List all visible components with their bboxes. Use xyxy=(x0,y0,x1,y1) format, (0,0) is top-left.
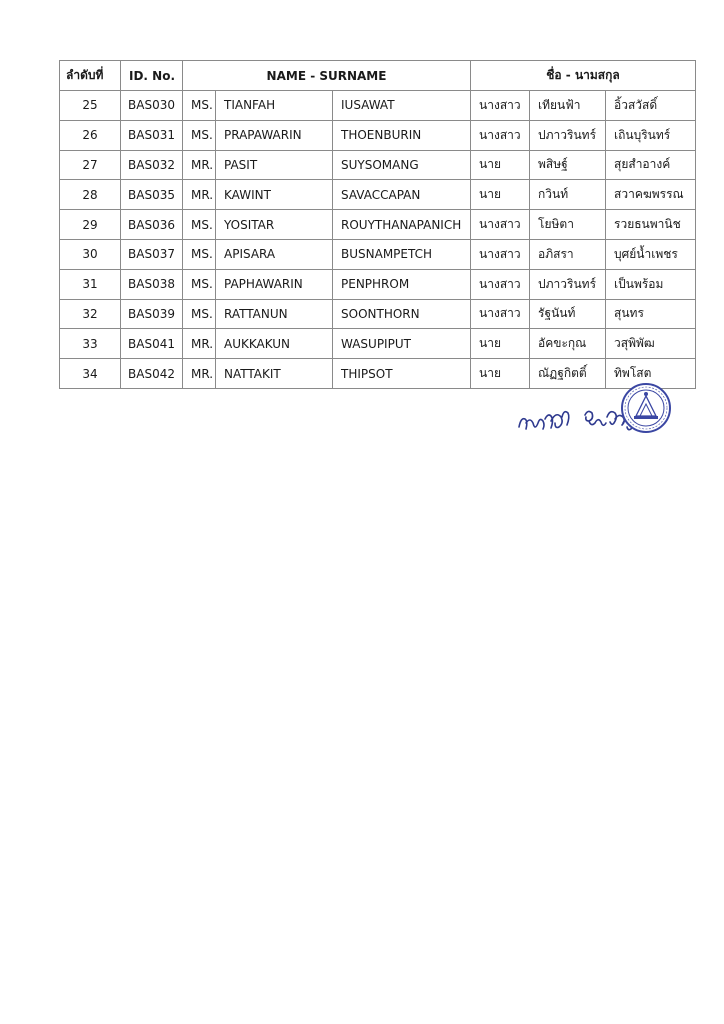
cell-first-name: PAPHAWARIN xyxy=(216,269,333,299)
cell-id-no: BAS039 xyxy=(121,299,183,329)
cell-no: 26 xyxy=(60,120,121,150)
cell-no: 25 xyxy=(60,91,121,121)
cell-surname: BUSNAMPETCH xyxy=(333,239,471,269)
cell-id-no: BAS030 xyxy=(121,91,183,121)
cell-title: MS. xyxy=(183,269,216,299)
cell-thai-first-name: พสิษฐ์ xyxy=(530,150,606,180)
cell-thai-title: นาย xyxy=(471,329,530,359)
cell-thai-title: นางสาว xyxy=(471,91,530,121)
cell-first-name: RATTANUN xyxy=(216,299,333,329)
cell-surname: SAVACCAPAN xyxy=(333,180,471,210)
cell-surname: SUYSOMANG xyxy=(333,150,471,180)
cell-surname: PENPHROM xyxy=(333,269,471,299)
handwritten-signature xyxy=(519,411,633,429)
cell-title: MR. xyxy=(183,150,216,180)
cell-title: MS. xyxy=(183,210,216,240)
cell-thai-title: นางสาว xyxy=(471,269,530,299)
official-seal-icon xyxy=(622,384,670,432)
cell-thai-surname: เถินบุรินทร์ xyxy=(606,120,696,150)
cell-id-no: BAS041 xyxy=(121,329,183,359)
cell-thai-first-name: โยษิตา xyxy=(530,210,606,240)
cell-title: MS. xyxy=(183,120,216,150)
cell-id-no: BAS032 xyxy=(121,150,183,180)
cell-id-no: BAS036 xyxy=(121,210,183,240)
cell-title: MR. xyxy=(183,359,216,389)
cell-title: MR. xyxy=(183,180,216,210)
cell-surname: THOENBURIN xyxy=(333,120,471,150)
cell-thai-title: นาย xyxy=(471,359,530,389)
cell-first-name: APISARA xyxy=(216,239,333,269)
table-row xyxy=(60,269,696,299)
cell-thai-surname: บุศย์น้ำเพชร xyxy=(606,239,696,269)
cell-thai-surname: อิ้วสวัสดิ์ xyxy=(606,91,696,121)
cell-thai-surname: เป็นพร้อม xyxy=(606,269,696,299)
student-roster-table xyxy=(59,60,696,389)
table-header-row xyxy=(60,61,696,91)
cell-thai-title: นางสาว xyxy=(471,210,530,240)
cell-id-no: BAS042 xyxy=(121,359,183,389)
cell-first-name: PRAPAWARIN xyxy=(216,120,333,150)
cell-first-name: NATTAKIT xyxy=(216,359,333,389)
cell-surname: THIPSOT xyxy=(333,359,471,389)
cell-thai-first-name: ปภาวรินทร์ xyxy=(530,120,606,150)
cell-first-name: PASIT xyxy=(216,150,333,180)
cell-title: MR. xyxy=(183,329,216,359)
header-name-surname: NAME - SURNAME xyxy=(183,61,471,91)
cell-thai-title: นางสาว xyxy=(471,120,530,150)
cell-thai-surname: ทิพโสต xyxy=(606,359,696,389)
table-body xyxy=(60,91,696,389)
cell-id-no: BAS037 xyxy=(121,239,183,269)
cell-thai-surname: รวยธนพานิช xyxy=(606,210,696,240)
header-thai-name: ชื่อ - นามสกุล xyxy=(471,61,696,91)
table-row xyxy=(60,91,696,121)
cell-no: 28 xyxy=(60,180,121,210)
cell-no: 31 xyxy=(60,269,121,299)
cell-no: 34 xyxy=(60,359,121,389)
cell-no: 29 xyxy=(60,210,121,240)
table-row xyxy=(60,120,696,150)
cell-first-name: KAWINT xyxy=(216,180,333,210)
table-row xyxy=(60,239,696,269)
cell-thai-first-name: กวินท์ xyxy=(530,180,606,210)
cell-surname: WASUPIPUT xyxy=(333,329,471,359)
cell-id-no: BAS035 xyxy=(121,180,183,210)
cell-first-name: TIANFAH xyxy=(216,91,333,121)
cell-no: 33 xyxy=(60,329,121,359)
cell-thai-first-name: รัฐนันท์ xyxy=(530,299,606,329)
cell-thai-surname: วสุพิพัฒ xyxy=(606,329,696,359)
table-row xyxy=(60,210,696,240)
cell-thai-surname: สวาคฆพรรณ xyxy=(606,180,696,210)
cell-id-no: BAS038 xyxy=(121,269,183,299)
cell-id-no: BAS031 xyxy=(121,120,183,150)
cell-surname: SOONTHORN xyxy=(333,299,471,329)
table-row xyxy=(60,180,696,210)
cell-first-name: AUKKAKUN xyxy=(216,329,333,359)
cell-thai-title: นางสาว xyxy=(471,239,530,269)
cell-surname: ROUYTHANAPANICH xyxy=(333,210,471,240)
cell-thai-surname: สุนทร xyxy=(606,299,696,329)
cell-thai-first-name: อภิสรา xyxy=(530,239,606,269)
cell-thai-surname: สุยสำอางค์ xyxy=(606,150,696,180)
cell-thai-title: นาย xyxy=(471,150,530,180)
header-no: ลำดับที่ xyxy=(60,61,121,91)
table-row xyxy=(60,329,696,359)
cell-title: MS. xyxy=(183,239,216,269)
cell-title: MS. xyxy=(183,299,216,329)
header-id-no: ID. No. xyxy=(121,61,183,91)
cell-thai-first-name: ณัฏฐกิตติ์ xyxy=(530,359,606,389)
table-row xyxy=(60,150,696,180)
cell-thai-first-name: อัคขะกุณ xyxy=(530,329,606,359)
table-row xyxy=(60,299,696,329)
cell-no: 27 xyxy=(60,150,121,180)
cell-thai-title: นางสาว xyxy=(471,299,530,329)
cell-first-name: YOSITAR xyxy=(216,210,333,240)
cell-thai-first-name: เทียนฟ้า xyxy=(530,91,606,121)
cell-title: MS. xyxy=(183,91,216,121)
signature-with-seal xyxy=(515,383,675,443)
cell-thai-title: นาย xyxy=(471,180,530,210)
cell-surname: IUSAWAT xyxy=(333,91,471,121)
cell-thai-first-name: ปภาวรินทร์ xyxy=(530,269,606,299)
cell-no: 32 xyxy=(60,299,121,329)
cell-no: 30 xyxy=(60,239,121,269)
